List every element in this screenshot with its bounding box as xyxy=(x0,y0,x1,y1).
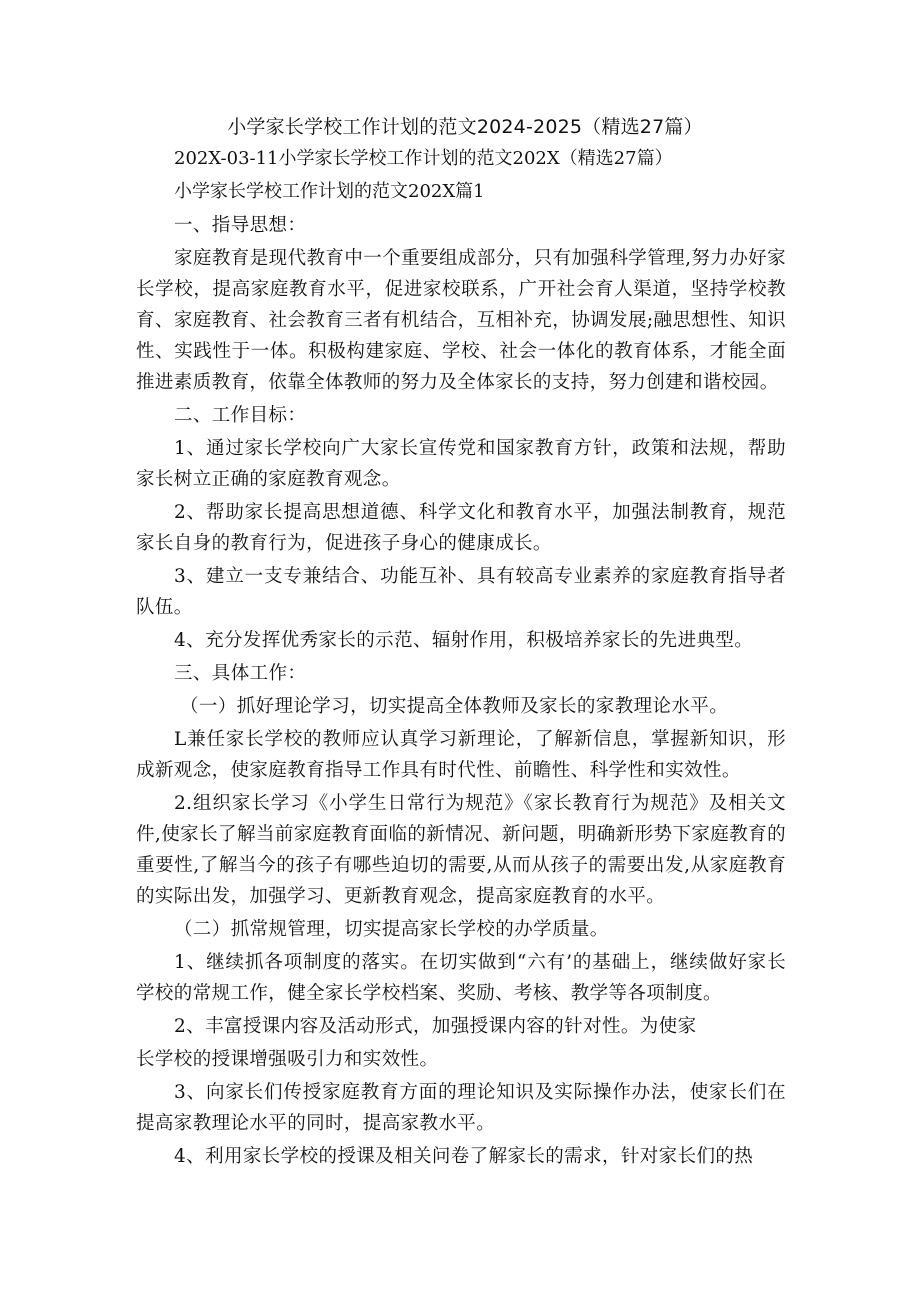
document-body xyxy=(136,112,786,1174)
management-item-4: 4、利用家长学校的授课及相关问卷了解家长的需求，针对家长们的热 xyxy=(174,1146,754,1167)
management-item-3: 3、向家长们传授家庭教育方面的理论知识及实际操作办法，使家长们在提高家教理论水平的同时，提高家教水平。 xyxy=(136,1082,786,1134)
goal-item-1: 1、通过家长学校向广大家长宣传党和国家教育方针，政策和法规，帮助家长树立正确的家庭教育观念。 xyxy=(136,438,786,490)
document-meta-line: 202X-03-11小学家长学校工作计划的范文202X（精选27篇） xyxy=(174,148,673,169)
section-heading-work-goals: 二、工作目标： xyxy=(174,405,307,426)
management-item-1: 1、继续抓各项制度的落实。在切实做到“六有’的基础上，继续做好家长学校的常规工作，健全家长学校档案、奖励、考核、教学等各项制度。 xyxy=(136,952,786,1004)
section-heading-specific-work: 三、具体工作： xyxy=(174,663,307,684)
subsection-heading-theory-study: （一）抓好理论学习，切实提高全体教师及家长的家教理论水平。 xyxy=(180,696,729,717)
goal-item-3: 3、建立一支专兼结合、功能互补、具有较高专业素养的家庭教育指导者队伍。 xyxy=(136,566,786,618)
theory-item-2: 2.组织家长学习《小学生日常行为规范》《家长教育行为规范》及相关文件,使家长了解当前家庭教育面临的新情况、新问题，明确新形势下家庭教育的重要性,了解当今的孩子有哪些迫切的需要,从而从孩子的需要出发,从家庭教育的实际出发，加强学习、更新教育观念，提高家庭教育的水平。 xyxy=(136,793,786,907)
document-title: 小学家长学校工作计划的范文2024-2025（精选27篇） xyxy=(227,116,703,138)
goal-item-4: 4、充分发挥优秀家长的示范、辐射作用，积极培养家长的先进典型。 xyxy=(174,630,754,651)
paragraph-guiding-thought: 家庭教育是现代教育中一个重要组成部分，只有加强科学管理,努力办好家长学校，提高家庭教育水平，促进家校联系，广开社会育人渠道，坚持学校教育、家庭教育、社会教育三者有机结合，互相补充，协调发展;融思想性、知识性、实践性于一体。积极构建家庭、学校、社会一体化的教育体系，才能全面推进素质教育，依靠全体教师的努力及全体家长的支持，努力创建和谐校园。 xyxy=(136,248,786,393)
subsection-heading-routine-management: （二）抓常规管理，切实提高家长学校的办学质量。 xyxy=(174,919,609,940)
goal-item-2: 2、帮助家长提高思想道德、科学文化和教育水平，加强法制教育，规范家长自身的教育行为，促进孩子身心的健康成长。 xyxy=(136,502,786,554)
management-item-2-continued: 长学校的授课增强吸引力和实效性。 xyxy=(136,1049,439,1070)
theory-item-1: L兼任家长学校的教师应认真学习新理论，了解新信息，掌握新知识，形成新观念，使家庭教育指导工作具有时代性、前瞻性、科学性和实效性。 xyxy=(136,729,786,781)
document-subtitle: 小学家长学校工作计划的范文202X篇1 xyxy=(174,181,485,202)
management-item-2: 2、丰富授课内容及活动形式，加强授课内容的针对性。为使家 xyxy=(174,1016,697,1037)
section-heading-guiding-thought: 一、指导思想： xyxy=(174,215,307,236)
